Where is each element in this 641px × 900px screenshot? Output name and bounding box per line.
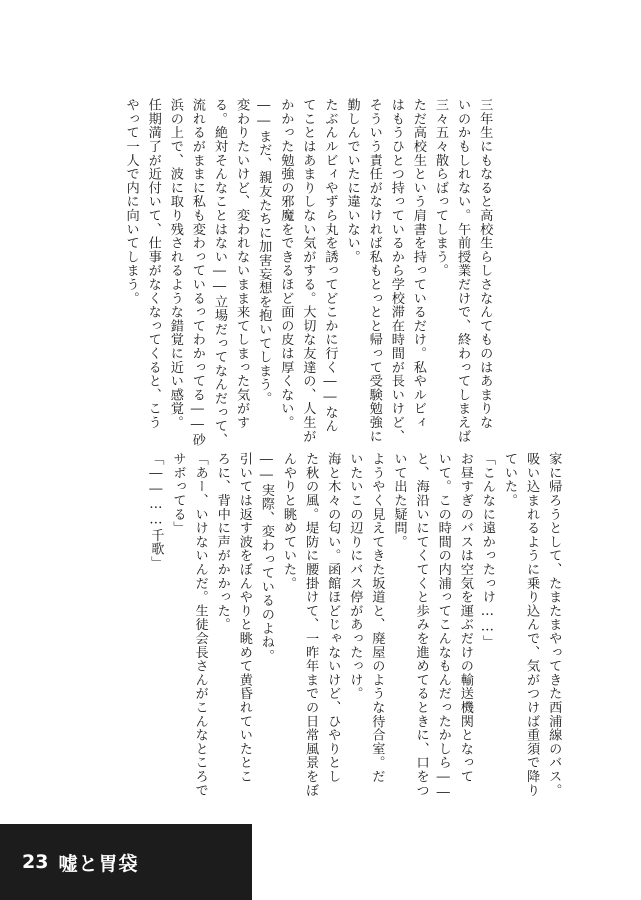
text-column: ていた。 — [502, 452, 517, 508]
text-column: 「こんなに遠かったっけ……」 — [479, 452, 495, 649]
text-column: 三々五々散らばってしまう。 — [433, 98, 448, 278]
text-column: お昼すぎのバスは空気を運ぶだけの輸送機関となって — [457, 452, 473, 784]
text-column: 家に帰ろうとして、たまたまやってきた西浦線のバス。 — [546, 452, 562, 797]
text-column: た秋の風。堤防に腰掛けて、一昨年までの日常風景をぼ — [303, 452, 319, 797]
text-column: そういう責任がなければ私もとっとと帰って受験勉強に — [366, 98, 382, 443]
text-column: 任期満了が近付いて、仕事がなくなってくると、こう — [145, 98, 161, 430]
text-column: ようやく見えてきた坂道と、廃屋のような待合室。だ — [369, 452, 385, 784]
text-column: ろに、背中に声がかかった。 — [214, 452, 230, 632]
text-column: いて出た疑問。 — [391, 452, 407, 549]
text-column: 「あー、いけないんだ。生徒会長さんがこんなところで — [192, 452, 208, 797]
text-column: ――実際、変わっているのよね。 — [258, 452, 274, 663]
page-footer — [0, 824, 252, 900]
text-column: 流れるがままに私も変わっているってわかってる――砂 — [189, 98, 205, 447]
text-column: る。絶対そんなことはない――立場だってなんだって、 — [212, 98, 227, 447]
text-column: 引いては返す波をぼんやりと眺めて黄昏れていたとこ — [236, 452, 252, 784]
text-column: いのかもしれない。午前授業だけで、終わってしまえば — [455, 98, 471, 443]
chapter-title: 嘘と胃袋 — [58, 852, 139, 875]
text-column: 変わりたいけど、変われないまま来てしまった気がす — [234, 98, 250, 430]
text-column: サボってる」 — [170, 452, 186, 535]
text-column: んやりと眺めていた。 — [281, 452, 296, 590]
text-column: やって一人で内に向いてしまう。 — [123, 98, 139, 305]
text-column: いて。この時間の内浦ってこんなもんだったかしら―― — [435, 452, 451, 801]
text-column: かかった勉強の邪魔をできるほど面の皮は厚くない。 — [278, 98, 294, 430]
text-column: 三年生にもなると高校生らしさなんてものはあまりな — [477, 98, 493, 430]
text-column: てことはあまりしない気がする。大切な友達の、人生が — [300, 98, 316, 443]
text-column: 「――……千歌」 — [148, 452, 164, 570]
page-number: 23 — [22, 851, 49, 873]
text-column: 勤しんでいたに違いない。 — [344, 98, 360, 264]
text-column: ただ高校生という肩書を持っているだけ。私やルビィ — [410, 98, 426, 430]
text-column: と、海沿いにてくてくと歩みを進めてるときに、口をつ — [413, 452, 429, 797]
text-column: いたいこの辺りにバス停があったっけ。 — [347, 452, 363, 701]
text-column: 浜の上で、波に取り残されるような錯覚に近い感覚。 — [167, 98, 183, 430]
text-column: 吸い込まれるように乗り込んで、気がつけば重須で降り — [524, 452, 540, 797]
text-column: 海と木々の匂い。函館ほどじゃないけど、ひやりとし — [325, 452, 341, 784]
text-column: はもうひとつ持っているから学校滞在時間が長いけど、 — [388, 98, 404, 443]
text-column: たぶんルビィやずら丸を誘ってどこかに行く――なん — [322, 98, 338, 433]
text-column: ――まだ、親友たちに加害妄想を抱いてしまう。 — [256, 98, 272, 406]
